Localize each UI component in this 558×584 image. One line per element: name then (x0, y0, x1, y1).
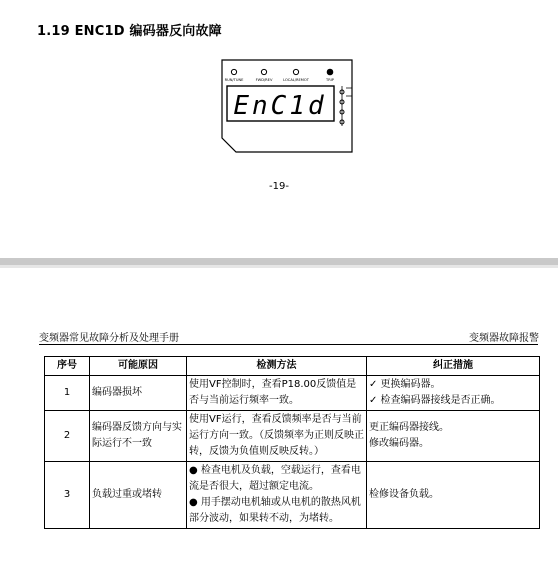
possible-cause: 编码器反馈方向与实际运行不一致 (90, 411, 187, 462)
fault-table (44, 356, 540, 529)
page-divider-shadow (0, 265, 558, 268)
page-number: -19- (269, 181, 289, 192)
corrective-action (367, 376, 540, 411)
method-text: ● 检查电机及负载，空载运行，查看电流是否很大，超过额定电流。 (189, 465, 361, 492)
method-text: 使用VF运行，查看反馈频率是否与当前运行方向一致。（反馈频率为正则反映正转，反馈为负值则反映反转。） (189, 414, 364, 457)
action-text: ✓ 检查编码器接线是否正确。 (369, 395, 501, 406)
method-text: ● 用手摆动电机轴或从电机的散热风机部分波动，如果转不动，为堵转。 (189, 497, 361, 524)
possible-cause: 编码器损坏 (90, 376, 187, 411)
action-text: ✓ 更换编码器。 (369, 379, 441, 390)
action-text: 修改编码器。 (369, 438, 429, 449)
table-header-row (45, 357, 540, 376)
action-text: 更正编码器接线。 (369, 422, 449, 433)
corrective-action (367, 411, 540, 462)
corrective-action (367, 462, 540, 529)
action-text: 检修设备负载。 (369, 489, 439, 500)
column-header: 可能原因 (90, 357, 187, 376)
column-header: 纠正措施 (367, 357, 540, 376)
header-rule (39, 344, 538, 345)
led-label: LOCAL/REMOT (283, 78, 309, 82)
trip-led-icon (327, 69, 333, 75)
section-title: 1.19 ENC1D 编码器反向故障 (37, 24, 222, 39)
keypad-illustration (218, 56, 356, 156)
column-header: 序号 (45, 357, 90, 376)
led-label: RUN/TUNE (224, 78, 244, 82)
running-header-left: 变频器常见故障分析及处理手册 (39, 333, 179, 344)
row-number: 1 (45, 376, 90, 411)
table-row (45, 462, 540, 529)
table-row (45, 376, 540, 411)
led-label: FWD/REV (255, 78, 273, 82)
column-header: 检测方法 (187, 357, 367, 376)
detection-method (187, 411, 367, 462)
led-label: TRIP (326, 78, 334, 82)
table-row (45, 411, 540, 462)
row-number: 2 (45, 411, 90, 462)
lcd-readout: EnC1d (233, 91, 327, 121)
page-divider (0, 258, 558, 265)
keypad-panel (218, 56, 356, 156)
detection-method (187, 376, 367, 411)
row-number: 3 (45, 462, 90, 529)
detection-method (187, 462, 367, 529)
method-text: 使用VF控制时，查看P18.00反馈值是否与当前运行频率一致。 (189, 379, 357, 406)
possible-cause: 负载过重或堵转 (90, 462, 187, 529)
running-header-right: 变频器故障报警 (469, 333, 539, 344)
